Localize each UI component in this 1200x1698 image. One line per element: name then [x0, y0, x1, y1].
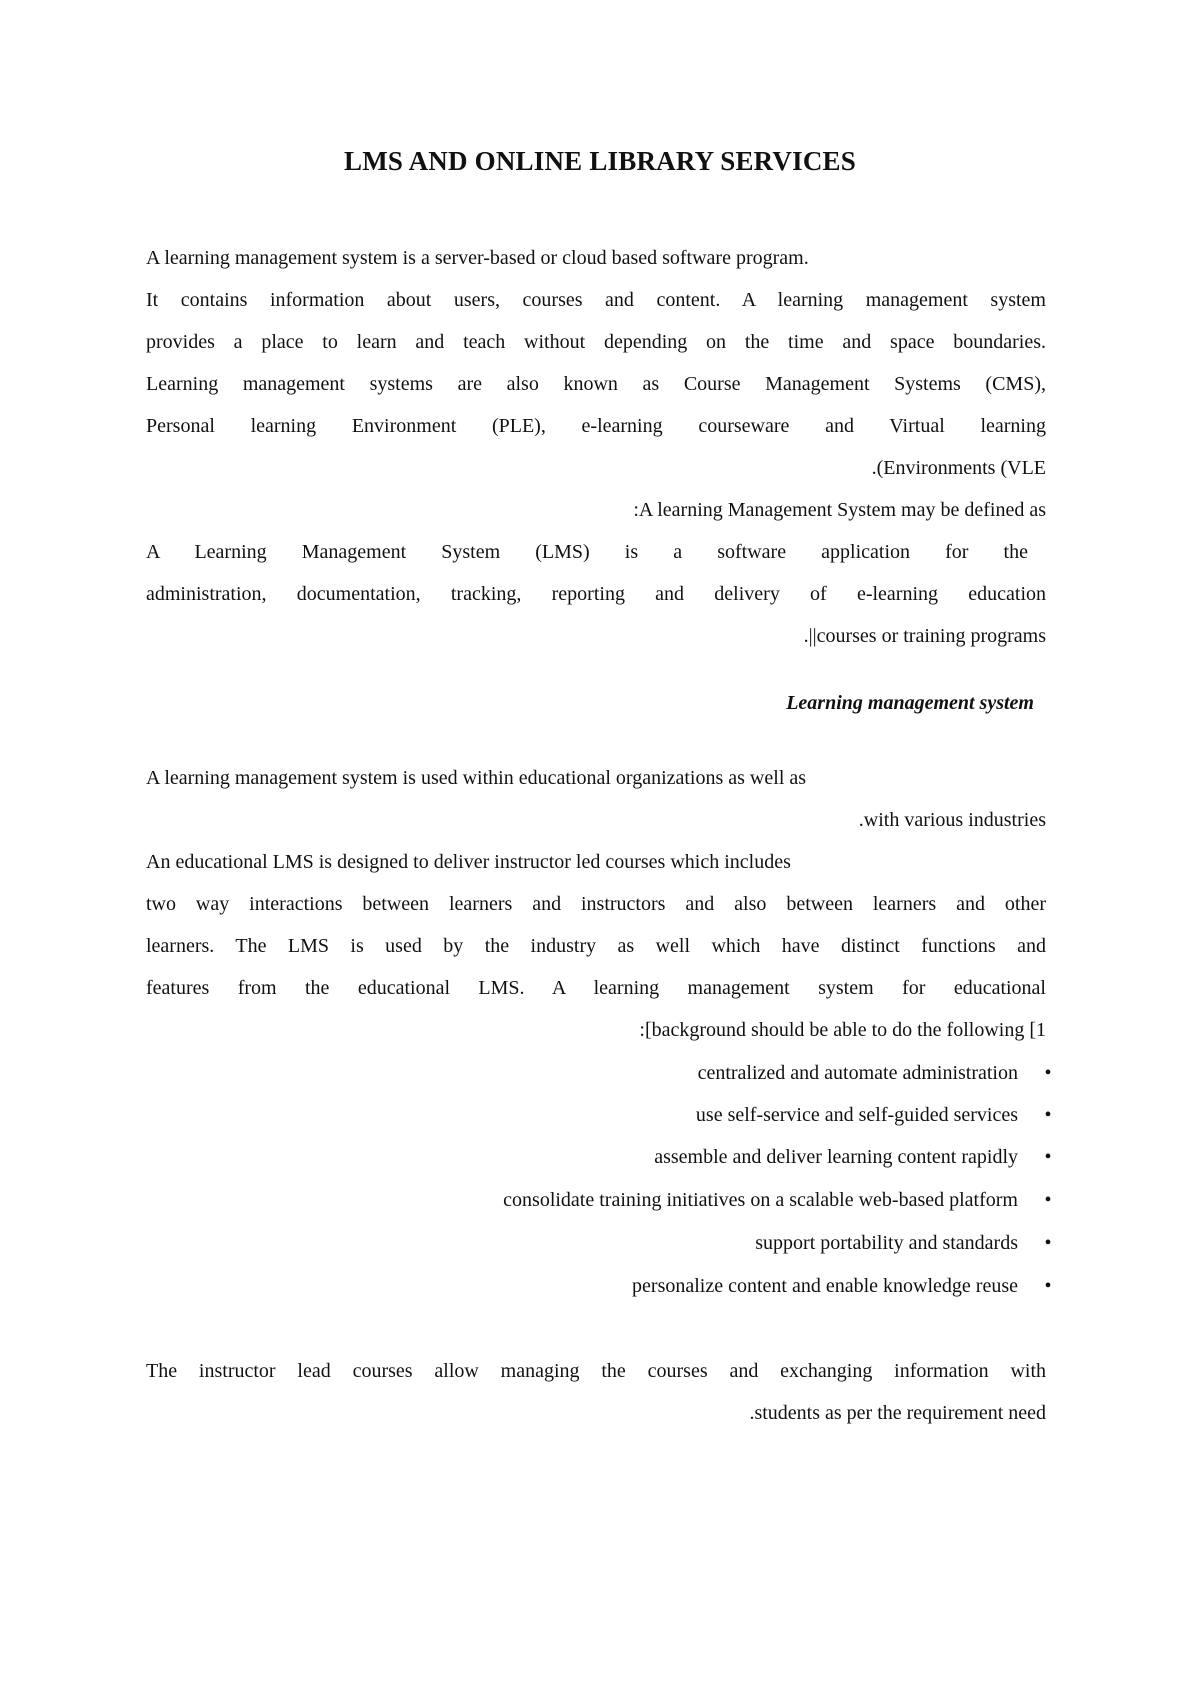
section-subheading: Learning management system: [786, 692, 1034, 714]
paragraph-line: A Learning Management System (LMS) is a software application for the: [146, 541, 1028, 563]
paragraph-line: It contains information about users, courses and content. A learning management system: [146, 289, 1046, 311]
paragraph-line: An educational LMS is designed to deliver instructor led courses which includes: [146, 851, 791, 873]
list-item-text: support portability and standards: [755, 1232, 1018, 1254]
bullet-icon: •: [1044, 1062, 1052, 1084]
paragraph-line: learners. The LMS is used by the industry as well which have distinct functions and: [146, 935, 1046, 957]
bullet-icon: •: [1044, 1232, 1052, 1254]
paragraph-line: Personal learning Environment (PLE), e-learning courseware and Virtual learning: [146, 415, 1046, 437]
paragraph-line: :A learning Management System may be defined as: [633, 499, 1046, 521]
paragraph-line: A learning management system is used within educational organizations as well as: [146, 767, 807, 789]
list-item-text: consolidate training initiatives on a scalable web-based platform: [503, 1189, 1018, 1211]
list-item-text: assemble and deliver learning content rapidly: [654, 1146, 1018, 1168]
paragraph-line: The instructor lead courses allow managing the courses and exchanging information with: [146, 1360, 1046, 1382]
list-item: [146, 1272, 1058, 1300]
bullet-icon: •: [1044, 1275, 1052, 1297]
paragraph-line: provides a place to learn and teach without depending on the time and space boundaries.: [146, 331, 1046, 353]
paragraph-line: .students as per the requirement need: [749, 1402, 1046, 1424]
list-item-text: personalize content and enable knowledge reuse: [632, 1275, 1018, 1297]
list-item: [146, 1229, 1058, 1257]
list-item: [146, 1143, 1058, 1171]
paragraph-line: .with various industries: [858, 809, 1046, 831]
bullet-icon: •: [1044, 1104, 1052, 1126]
list-item-text: centralized and automate administration: [697, 1062, 1018, 1084]
paragraph-line: administration, documentation, tracking, reporting and delivery of e-learning education: [146, 583, 1046, 605]
bullet-icon: •: [1044, 1146, 1052, 1168]
paragraph-line: :[background should be able to do the following [1: [639, 1019, 1046, 1041]
paragraph-line: Learning management systems are also known as Course Management Systems (CMS),: [146, 373, 1046, 395]
list-item: [146, 1101, 1058, 1129]
bullet-icon: •: [1044, 1189, 1052, 1211]
list-item: [146, 1186, 1058, 1214]
paragraph-line: .(Environments (VLE: [871, 457, 1046, 479]
paragraph-line: features from the educational LMS. A learning management system for educational: [146, 977, 1046, 999]
paragraph-line: A learning management system is a server-based or cloud based software program.: [146, 247, 809, 269]
paragraph-line: .||courses or training programs: [803, 625, 1046, 647]
paragraph-line: two way interactions between learners and instructors and also between learners and other: [146, 893, 1046, 915]
list-item: [146, 1059, 1058, 1087]
page-title: LMS AND ONLINE LIBRARY SERVICES: [344, 146, 856, 176]
list-item-text: use self-service and self-guided services: [695, 1104, 1018, 1126]
